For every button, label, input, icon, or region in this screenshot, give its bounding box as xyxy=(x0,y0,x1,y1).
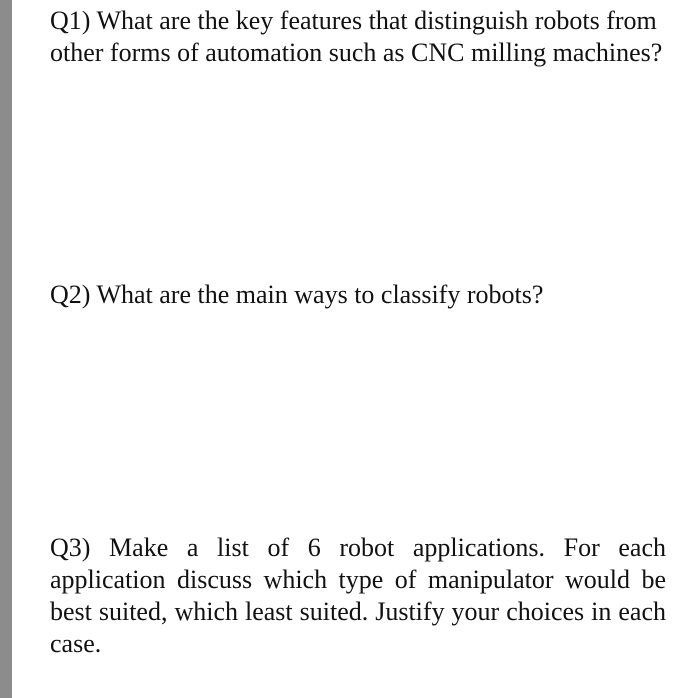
question-1: Q1) What are the key features that distinguish robots from other forms of automation such as CNC milling machines? xyxy=(50,6,663,67)
document-page xyxy=(12,0,700,698)
left-border-bar xyxy=(0,0,12,698)
question-3: Q3) Make a list of 6 robot applications. For each application discuss which type of manipulator would be best suited, which least suited. Justify your choices in each case. xyxy=(50,533,666,658)
question-2: Q2) What are the main ways to classify robots? xyxy=(50,280,544,309)
